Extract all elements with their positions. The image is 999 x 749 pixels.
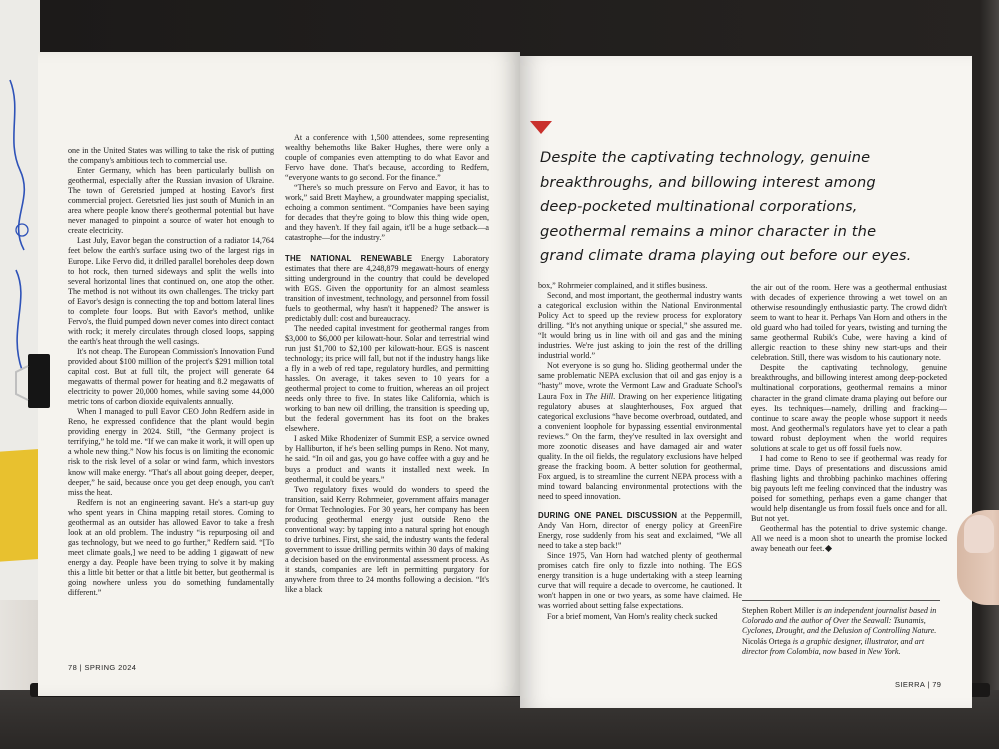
bio-paragraph: [742, 637, 942, 657]
section-lead-paragraph: [285, 254, 489, 324]
paragraph: [751, 524, 947, 554]
paragraph: I had come to Reno to see if geothermal was ready for prime time. Days of presentations and discussions amid flashing lights and throbbing pachinko machines offering big payouts left me feeling convinced that the industry was poised for something, perhaps even a game changer that would help disentangle us from fossil fuels once and for all. But not yet.: [751, 453, 947, 524]
paragraph: At a conference with 1,500 attendees, some representing wealthy behemoths like Baker Hughes, there were only a couple of companies even attempting to do what Eavor and Fervo have done. That's because, according to Redfern, “everyone wants to go second. For the finance.”: [285, 133, 489, 183]
blue-scribble-icon: [2, 70, 36, 400]
section-lead-in: DURING ONE PANEL DISCUSSION: [538, 511, 678, 521]
pull-quote-line: breakthroughs, and billowing interest among: [540, 173, 876, 191]
pull-quote-line: Despite the captivating technology, genuine: [540, 149, 871, 166]
bio-author-name: Nicolás Ortega: [742, 637, 791, 647]
bio-text: is an independent journalist based in Colorado and the author of Over the Seawall: Tsunamis, Cyclones, Drought, and the Delusion of Controlling Nature.: [742, 606, 937, 636]
thumbnail: [964, 515, 994, 553]
paragraph: Enter Germany, which has been particularly bullish on geothermal, especially after the Russian invasion of Ukraine. The town of Geretsried jumped at hosting Eavor's first commercial project. Geretsried lies just south of Munich in an area where people know there's geothermal potential but have never managed to pinpoint a source of water hot enough to create electricity.: [68, 166, 274, 236]
right-column-1: [538, 281, 742, 622]
pull-quote-line: geothermal remains a minor character in the: [540, 222, 877, 240]
paragraph: Two regulatory fixes would do wonders to speed the transition, said Kerry Rohrmeier, government affairs manager for Ormat Technologies. For 30 years, her company has been producing geothermal energy just outside Reno the conventional way: by tapping into a natural spring hot enough to drive turbines. First, she said, the industry wants the federal government to issue drilling permits within 30 days of making a decision based on the environmental assessment process. As it stands, companies are left in permitting purgatory for anywhere from three to 24 months following a decision. “It's like a black: [285, 484, 489, 595]
red-triangle-icon: [530, 121, 552, 134]
paragraph: When I managed to pull Eavor CEO John Redfern aside in Reno, he expressed confidence that the plant would begin providing energy in 2024. Still, “the Germany project is terrifying,” he told me. “If we can make it work, it will open up a whole new thing.” Now his focus is on limiting the economic risk to the risk level of a solar or wind farm, which investors know will make energy. “That's all about going deeper, deeper, deeper,” he said, because once you get deep enough, you can't miss the heat.: [68, 407, 274, 497]
paragraph: Since 1975, Van Horn had watched plenty of geothermal promises catch fire only to fizzle into nothing. The EGS energy transition is a huge undertaking with a steep learning curve that will require a decade to overcome, he cautioned. It won't happen in one or two years, as some have claimed. He was worried about setting false expectations.: [538, 551, 742, 611]
section-lead-in: THE NATIONAL RENEWABLE: [285, 253, 413, 263]
end-mark-icon: [825, 545, 832, 552]
contributor-bios: [742, 606, 942, 658]
paragraph: The needed capital investment for geothermal ranges from $3,000 to $6,000 per kilowatt-hour. Solar and terrestrial wind run just $1,700 to $2,100 per kilowatt-hour. EGS is nascent technology; its price will fall, but not if the industry hangs like a fly in a web of red tape, regulatory hurdles, and permitting hassles. On average, it takes seven to 10 years for a geothermal project to come to fruition, whereas an oil project needs only three to five. In states like California, which is working to ban new oil drilling, the transition is speeding up, but the federal government has its foot on the brakes elsewhere.: [285, 323, 489, 434]
paragraph: It's not cheap. The European Commission's Innovation Fund provided about $100 million of the project's $291 million total capital cost. But at full tilt, the project will generate 64 megawatts of thermal power for heating and 8.2 megawatts of electricity to power 20,000 homes, while saving some 44,000 metric tons of carbon dioxide equivalents annually.: [68, 346, 274, 407]
bio-paragraph: [742, 606, 942, 636]
paragraph: “There's so much pressure on Fervo and Eavor, it has to work,” said Brett Mayhew, a groundwater mapping specialist, echoing a common sentiment. “Companies have been saying for decades that they're going to blow this thing wide open, and they haven't. If they fail again, it'll be a huge setback—a catastrophe—for the industry.”: [285, 183, 489, 243]
page-folio-left: 78 | SPRING 2024: [68, 663, 137, 672]
paragraph: Redfern is not an engineering savant. He's a start-up guy who spent years in China mapping retail stores. Coming to geothermal as an outsider has allowed Eavor to take a fresh look at an old problem. The industry “is repurposing oil and gas technology, but we need to go further,” Redfern said. “[To meet climate goals,] we need to be adding 1 gigawatt of new energy a day. People have been trying to solve it by making this a little bit better or that a little bit better, but geothermal is going nowhere unless you do something fundamentally different.”: [68, 497, 274, 598]
section-lead-paragraph: [538, 511, 742, 551]
paragraph: I asked Mike Rhodenizer of Summit ESP, a service owned by Halliburton, if he's been selling pumps in Reno. Not many, he said. “In oil and gas, you go have coffee with a guy and he buys a product and wants it installed next week. In geothermal, it could be years.”: [285, 434, 489, 484]
paragraph: one in the United States was willing to take the risk of putting the company's ambitious tech to commercial use.: [68, 146, 274, 166]
paragraph: Last July, Eavor began the construction of a radiator 14,764 feet below the earth's surface using two of the largest rigs in Europe. Like Fervo did, it drilled parallel boreholes deep down to hot rock, then turned sideways and split the wells into several horizontal lines that continued on, one atop the other. The method is not without its own challenges. The tricky part of Eavor's design is connecting the top and bottom lateral lines to complete four loops. But with Eavor's method, unlike Fervo's, the fluid pumped down never comes into direct contact with rock; it merely circulates through closed loops, sapping the earth's heat through the well casings.: [68, 236, 274, 346]
left-column-2: [285, 133, 489, 595]
publication-name: The Hill: [585, 391, 614, 401]
left-column-1: [68, 146, 274, 598]
paragraph: Second, and most important, the geothermal industry wants a categorical exclusion within the National Environmental Policy Act to speed up the review process for exploratory drilling. “It's not anything unique or special,” she assured me. “It would bring us in line with oil and gas and the mining industries. We're just asking to join the rest of the drilling industrial world.”: [538, 291, 742, 361]
paragraph-text: Geothermal has the potential to drive systemic change. All we need is a moon shot to unearth the promise locked away beneath our feet.: [751, 524, 947, 554]
paragraph-text: at the Peppermill, Andy Van Horn, director of energy policy at GreenFire Energy, rose suddenly from his seat and exclaimed, “We all need to take a step back!”: [538, 511, 742, 551]
paragraph-text: Not everyone is so gung ho. Sliding geothermal under the same problematic NEPA exclusion that oil and gas enjoy is a “hasty” move, wrote the Vermont Law and Graduate School's Laura Fox in: [538, 361, 742, 401]
page-folio-right: SIERRA | 79: [895, 680, 942, 689]
binder-clip-icon: [14, 352, 50, 412]
paragraph-text: Energy Laboratory estimates that there are 4,248,879 megawatt-hours of energy sitting underground in the country that could be developed with EGS. Given the opportunity for an almost seamless transition of investment, technology, and personnel from fossil fuels to geothermal, why hasn't it happened? The answer is predictably dull: cost and bureaucracy.: [285, 253, 489, 323]
pull-quote-line: grand climate drama playing out before our eyes.: [540, 247, 912, 264]
paragraph: the air out of the room. Here was a geothermal enthusiast with decades of experience throwing a wet towel on an otherwise resoundingly enthusiastic party. The crowd didn't seem to want to hear it. Perhaps Van Horn and others in the old guard who had toiled for years, twisting and turning the same geothermal Rubik's Cube, were having a kind of allergic reaction to these shiny new start-ups and their celebration. Still, there was wisdom to his cautionary note.: [751, 283, 947, 363]
right-column-2: [751, 283, 947, 554]
paragraph: [538, 361, 742, 502]
paragraph-text: . Drawing on her experience litigating regulatory abuses at slaughterhouses, Fox argued that categorical exclusions “have become overbroad, outdated, and a convenient loophole for bypassing essential environmental reviews.” On the farm, they've resulted in lax oversight and more zoonotic diseases and have damaged air and water quality. In the oil fields, the regulatory exclusions have helped grease the fracking boom. A better solution for geothermal, Fox argued, is to streamline the current NEPA process with a mind toward balancing environmental protections with the need to speed innovation.: [538, 391, 742, 501]
bio-divider: [742, 600, 940, 601]
bio-text: is a graphic designer, illustrator, and art director from Colombia, now based in New York.: [742, 637, 925, 657]
paragraph: For a brief moment, Van Horn's reality check sucked: [547, 611, 718, 621]
pull-quote: [540, 146, 960, 269]
paragraph: Despite the captivating technology, genuine breakthroughs, and billowing interest among deep-pocketed multinational corporations, geothermal remains a minor character in the grand climate drama playing out before our eyes. Its techniques—namely, drilling and fracking—continue to scare away the people whose support it needs most. And geothermal's regulators have yet to clear a path toward robust deployment when the world requires solutions at scale to get us off fossil fuels now.: [751, 363, 947, 453]
pull-quote-line: deep-pocketed multinational corporations,: [540, 198, 858, 215]
bio-author-name: Stephen Robert Miller: [742, 606, 815, 615]
paragraph: box,” Rohrmeier complained, and it stifles business.: [538, 281, 708, 290]
